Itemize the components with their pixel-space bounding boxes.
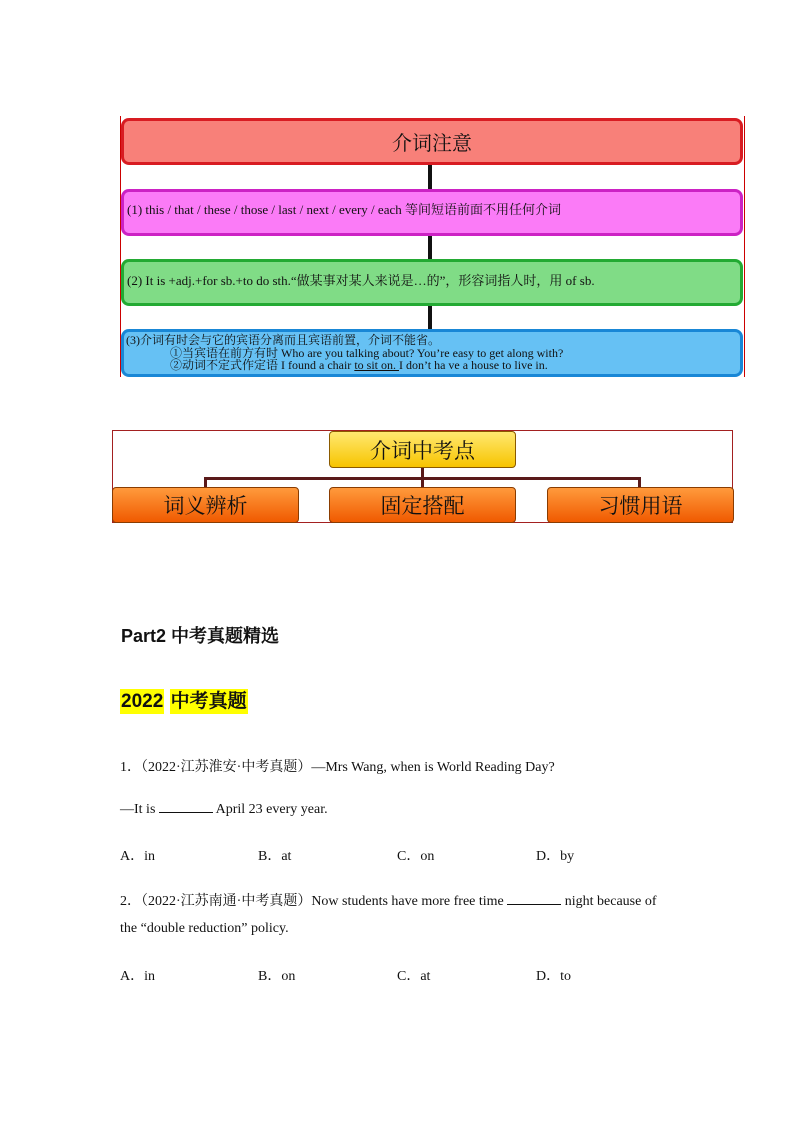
question-2-stem-line2: the “double reduction” policy. xyxy=(120,921,289,936)
exam-points-title-box xyxy=(329,431,516,468)
answer-blank xyxy=(159,800,213,813)
connector-line xyxy=(204,477,207,487)
underlined-phrase: to sit on. xyxy=(354,358,399,372)
note-item-1-text: (1) this / that / these / those / last / next / every / each 等间短语前面不用任何介词 xyxy=(127,202,561,217)
exam-point-label: 习惯用语 xyxy=(598,494,683,518)
connector-line xyxy=(428,165,432,189)
note-item-3-line1: (3)介词有时会与它的宾语分离而且宾语前置，介词不能省。 xyxy=(126,333,440,347)
option-a[interactable]: A．in xyxy=(120,969,155,984)
option-b[interactable]: B．on xyxy=(258,969,296,984)
note-item-2 xyxy=(121,259,743,306)
exam-point-box xyxy=(547,487,734,523)
option-c[interactable]: C．at xyxy=(397,969,431,984)
option-c[interactable]: C．on xyxy=(397,849,435,864)
connector-line xyxy=(421,477,424,487)
section-heading: Part2 中考真题精选 xyxy=(121,626,280,646)
option-a[interactable]: A．in xyxy=(120,849,155,864)
note-item-1 xyxy=(121,189,743,236)
question-2-options xyxy=(120,965,680,985)
connector-line xyxy=(638,477,641,487)
notes-title: 介词注意 xyxy=(392,131,472,155)
connector-line xyxy=(428,306,432,329)
question-2-stem: 2．（2022·江苏南通·中考真题）Now students have more free time night because of xyxy=(120,894,657,909)
question-1-options xyxy=(120,845,680,865)
exam-point-box xyxy=(112,487,299,523)
note-item-3-line2: ①当宾语在前方有时 Who are you talking about? You’re easy to get along with? xyxy=(170,345,564,360)
note-item-2-text: (2) It is +adj.+for sb.+to do sth.“做某事对某人来说是…的”，形容词指人时，用 of sb. xyxy=(127,273,595,288)
year-heading-label: 中考真题 xyxy=(170,691,247,712)
exam-point-label: 固定搭配 xyxy=(380,494,465,518)
question-1-stem-line2: —It is April 23 every year. xyxy=(120,802,328,817)
option-b[interactable]: B．at xyxy=(258,849,292,864)
connector-line xyxy=(428,236,432,259)
year-heading xyxy=(120,686,248,713)
option-d[interactable]: D．by xyxy=(536,849,575,864)
exam-points-title: 介词中考点 xyxy=(370,438,475,463)
exam-point-box xyxy=(329,487,516,523)
answer-blank xyxy=(507,892,561,905)
note-item-3 xyxy=(121,329,743,377)
question-1-stem: 1．（2022·江苏淮安·中考真题）—Mrs Wang, when is World Reading Day? xyxy=(120,760,555,775)
option-d[interactable]: D．to xyxy=(536,969,571,984)
exam-point-label: 词义辨析 xyxy=(163,494,248,518)
notes-title-box xyxy=(121,118,743,165)
note-item-3-line3: ②动词不定式作定语 I found a chair to sit on. I don’t ha ve a house to live in. xyxy=(170,358,548,372)
year-heading-year: 2022 xyxy=(121,691,164,712)
